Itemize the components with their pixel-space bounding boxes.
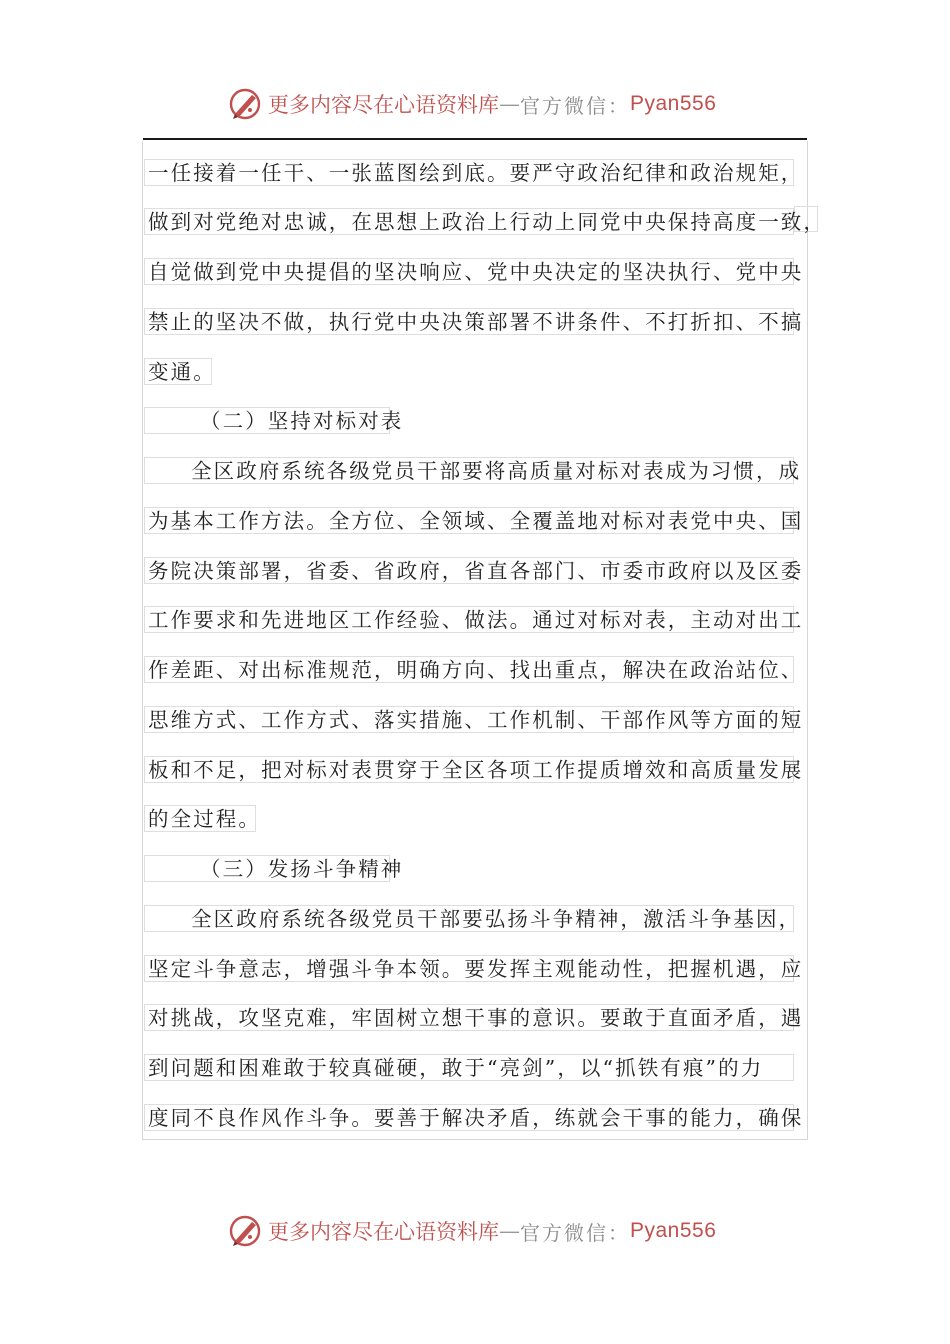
section-heading: （三）发扬斗争精神 bbox=[144, 855, 390, 882]
text-line: 为基本工作方法。全方位、全领域、全覆盖地对标对表党中央、国 bbox=[144, 507, 794, 534]
page-frame bbox=[142, 141, 808, 1140]
text-line: 一任接着一任干、一张蓝图绘到底。要严守政治纪律和政治规矩， bbox=[144, 159, 794, 186]
text-line: 度同不良作风作斗争。要善于解决矛盾，练就会干事的能力，确保 bbox=[144, 1104, 794, 1131]
text-line: 思维方式、工作方式、落实措施、工作机制、干部作风等方面的短 bbox=[144, 706, 794, 733]
banner-dash: — bbox=[499, 92, 520, 116]
text-line: 全区政府系统各级党员干部要弘扬斗争精神，激活斗争基因， bbox=[144, 905, 794, 932]
pen-logo-icon bbox=[228, 87, 262, 121]
text-line: 坚定斗争意志，增强斗争本领。要发挥主观能动性，把握机遇，应 bbox=[144, 955, 794, 982]
banner-dash: — bbox=[499, 1219, 520, 1243]
text-line: 变通。 bbox=[144, 358, 212, 385]
text-line: 工作要求和先进地区工作经验、做法。通过对标对表，主动对出工 bbox=[144, 606, 794, 633]
text-line: 务院决策部署，省委、省政府，省直各部门、市委市政府以及区委 bbox=[144, 557, 794, 584]
footer-banner bbox=[228, 1211, 716, 1251]
banner-main-text: 更多内容尽在心语资料库 bbox=[268, 93, 499, 117]
banner-label: 官方微信： bbox=[520, 1220, 630, 1245]
header-banner bbox=[228, 84, 716, 124]
banner-label: 官方微信： bbox=[520, 93, 630, 118]
banner-wechat-id: Pyan556 bbox=[630, 92, 717, 115]
text-line: 的全过程。 bbox=[144, 805, 256, 832]
banner-main-text: 更多内容尽在心语资料库 bbox=[268, 1220, 499, 1244]
text-line: 禁止的坚决不做，执行党中央决策部署不讲条件、不打折扣、不搞 bbox=[144, 308, 794, 335]
text-line: 对挑战，攻坚克难，牢固树立想干事的意识。要敢于直面矛盾，遇 bbox=[144, 1004, 794, 1031]
text-line: 全区政府系统各级党员干部要将高质量对标对表成为习惯，成 bbox=[144, 457, 794, 484]
text-line: 作差距、对出标准规范，明确方向、找出重点，解决在政治站位、 bbox=[144, 656, 794, 683]
header-rule bbox=[143, 138, 807, 140]
banner-wechat-id: Pyan556 bbox=[630, 1219, 717, 1242]
text-line: 板和不足，把对标对表贯穿于全区各项工作提质增效和高质量发展 bbox=[144, 756, 794, 783]
pen-logo-icon bbox=[228, 1214, 262, 1248]
section-heading: （二）坚持对标对表 bbox=[144, 407, 390, 434]
text-line: 做到对党绝对忠诚，在思想上政治上行动上同党中央保持高度一致， bbox=[144, 208, 794, 235]
text-line: 自觉做到党中央提倡的坚决响应、党中央决定的坚决执行、党中央 bbox=[144, 258, 794, 285]
text-line: 到问题和困难敢于较真碰硬，敢于“亮剑”，以“抓铁有痕”的力 bbox=[144, 1054, 794, 1081]
